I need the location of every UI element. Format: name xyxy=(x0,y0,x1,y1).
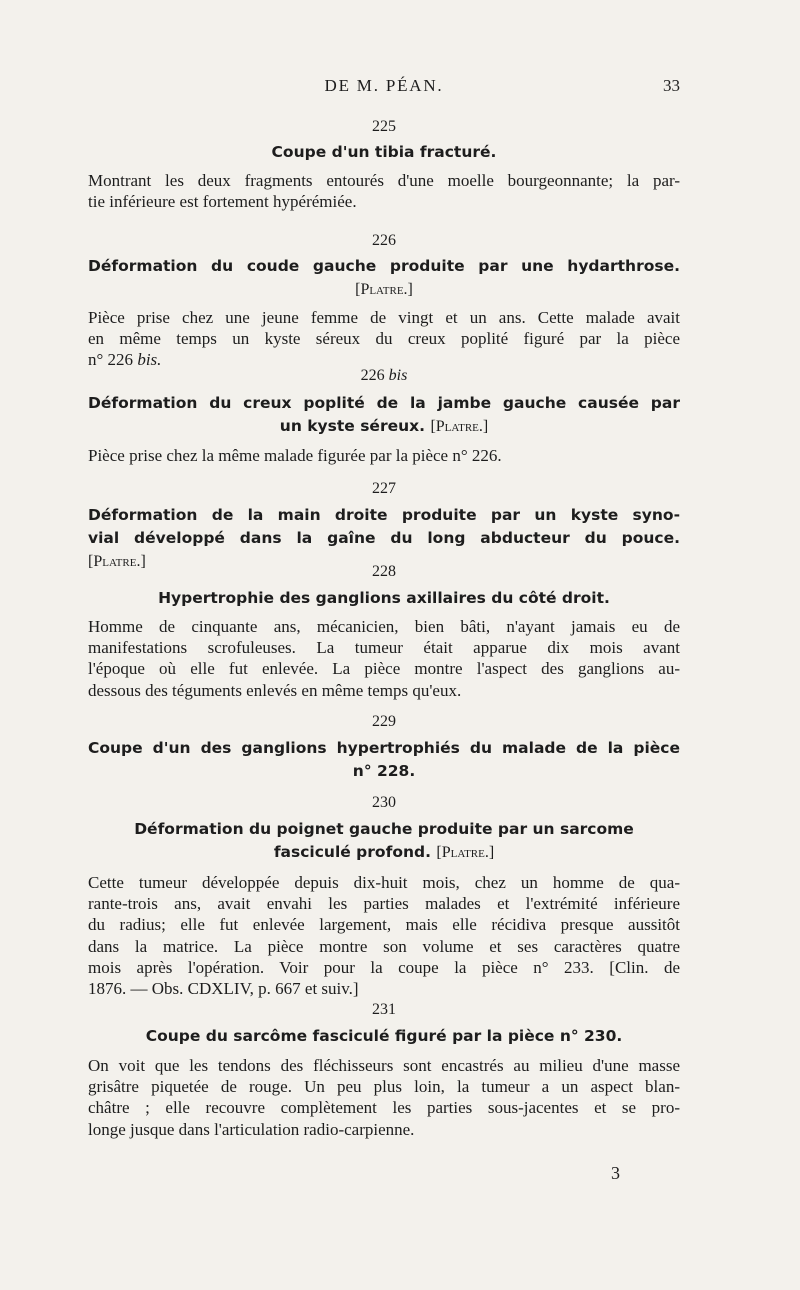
platre-note: [Platre.] xyxy=(430,418,489,435)
text-line: rante-trois ans, avait envahi les parties malades et l'extrémité inférieure xyxy=(88,894,680,914)
caption-line: fasciculé profond. xyxy=(273,843,431,861)
text-line: grisâtre piquetée de rouge. Un peu plus loin, la tumeur a un aspect blan- xyxy=(88,1077,680,1097)
number-part: 226 xyxy=(360,367,389,384)
caption-line: n° 228. xyxy=(352,762,416,780)
text-line: en même temps un kyste séreux du creux poplité figuré par la pièce xyxy=(88,329,680,349)
entry-number: 229 xyxy=(372,713,396,730)
entry-caption xyxy=(88,392,680,438)
header-title: DE M. PÉAN. xyxy=(324,76,444,95)
text-line: On voit que les tendons des fléchisseurs sont encastrés au milieu d'une masse xyxy=(88,1056,680,1075)
entry-225 xyxy=(88,117,680,212)
text-line: 1876. — Obs. CDXLIV, p. 667 et suiv.] xyxy=(88,979,359,999)
entry-227 xyxy=(88,479,680,573)
entry-number: 225 xyxy=(372,118,396,135)
text-line: longe jusque dans l'articulation radio-carpienne. xyxy=(88,1119,415,1139)
text-line: Cette tumeur développée depuis dix-huit mois, chez un homme de qua- xyxy=(88,873,680,892)
entry-text xyxy=(88,872,680,999)
entry-caption xyxy=(88,255,680,301)
text-line: tie inférieure est fortement hypérémiée. xyxy=(88,192,357,212)
text-fragment: n° 226 xyxy=(88,350,138,370)
entry-text xyxy=(88,1055,680,1140)
caption-line: Déformation du poignet gauche produite par un sarcome xyxy=(134,820,634,838)
entry-number: 228 xyxy=(372,563,396,580)
page-number: 33 xyxy=(663,76,680,95)
text-line: dans la matrice. La pièce montre son volume et ses caractères quatre xyxy=(88,936,680,956)
entry-229 xyxy=(88,712,680,783)
signature-mark: 3 xyxy=(611,1163,620,1183)
caption-line: Déformation de la main droite produite par un kyste syno- xyxy=(88,506,680,524)
entry-number: 226 xyxy=(372,232,396,249)
platre-note: [Platre.] xyxy=(436,844,495,861)
text-line: Homme de cinquante ans, mécanicien, bien bâti, n'ayant jamais eu de xyxy=(88,617,680,636)
text-line: Montrant les deux fragments entourés d'une moelle bourgeonnante; la par- xyxy=(88,171,680,190)
caption-line: un kyste séreux. xyxy=(279,417,426,435)
caption-line: Déformation du coude gauche produite par une hydarthrose. xyxy=(88,257,680,275)
entry-caption: Coupe d'un tibia fracturé. xyxy=(271,143,497,161)
platre-note: [Platre.] xyxy=(88,553,146,570)
entry-caption xyxy=(88,818,680,864)
text-line: Pièce prise chez la même malade figurée par la pièce n° 226. xyxy=(88,446,502,465)
entry-number xyxy=(88,366,680,386)
entry-228 xyxy=(88,562,680,701)
entry-231 xyxy=(88,1000,680,1140)
entry-text xyxy=(88,307,680,371)
entry-number: 227 xyxy=(372,480,396,497)
text-line: mois après l'opération. Voir pour la coupe la pièce n° 233. [Clin. de xyxy=(88,957,680,977)
text-line: manifestations scrofuleuses. La tumeur était apparue dix mois avant xyxy=(88,638,680,658)
entry-226-bis xyxy=(88,366,680,466)
entry-text xyxy=(88,616,680,701)
caption-line: Coupe d'un des ganglions hypertrophiés du malade de la pièce xyxy=(88,739,680,757)
text-line: l'époque où elle fut enlevée. La pièce montre l'aspect des ganglions au- xyxy=(88,659,680,679)
entry-230 xyxy=(88,793,680,999)
caption-line: vial développé dans la gaîne du long abducteur du pouce. xyxy=(88,529,680,547)
entry-text xyxy=(88,445,680,466)
entry-number: 230 xyxy=(372,794,396,811)
entry-text xyxy=(88,170,680,212)
text-line: Pièce prise chez une jeune femme de vingt et un ans. Cette malade avait xyxy=(88,308,680,327)
caption-line: Déformation du creux poplité de la jambe gauche causée par xyxy=(88,394,680,412)
text-line: dessous des téguments enlevés en même temps qu'eux. xyxy=(88,680,462,700)
text-fragment-italic: bis. xyxy=(137,350,162,370)
text-line: châtre ; elle recouvre complètement les parties sous-jacentes et se pro- xyxy=(88,1098,680,1118)
entry-226 xyxy=(88,231,680,371)
number-suffix: bis xyxy=(388,367,408,384)
text-line: du radius; elle fut enlevée largement, mais elle récidiva presque aussitôt xyxy=(88,915,680,935)
entry-caption: Coupe du sarcôme fasciculé figuré par la pièce n° 230. xyxy=(145,1027,623,1045)
entry-caption xyxy=(88,737,680,783)
entry-caption: Hypertrophie des ganglions axillaires du côté droit. xyxy=(158,589,610,607)
platre-note: [Platre.] xyxy=(355,281,413,298)
entry-number: 231 xyxy=(372,1001,396,1018)
running-header xyxy=(88,74,680,98)
